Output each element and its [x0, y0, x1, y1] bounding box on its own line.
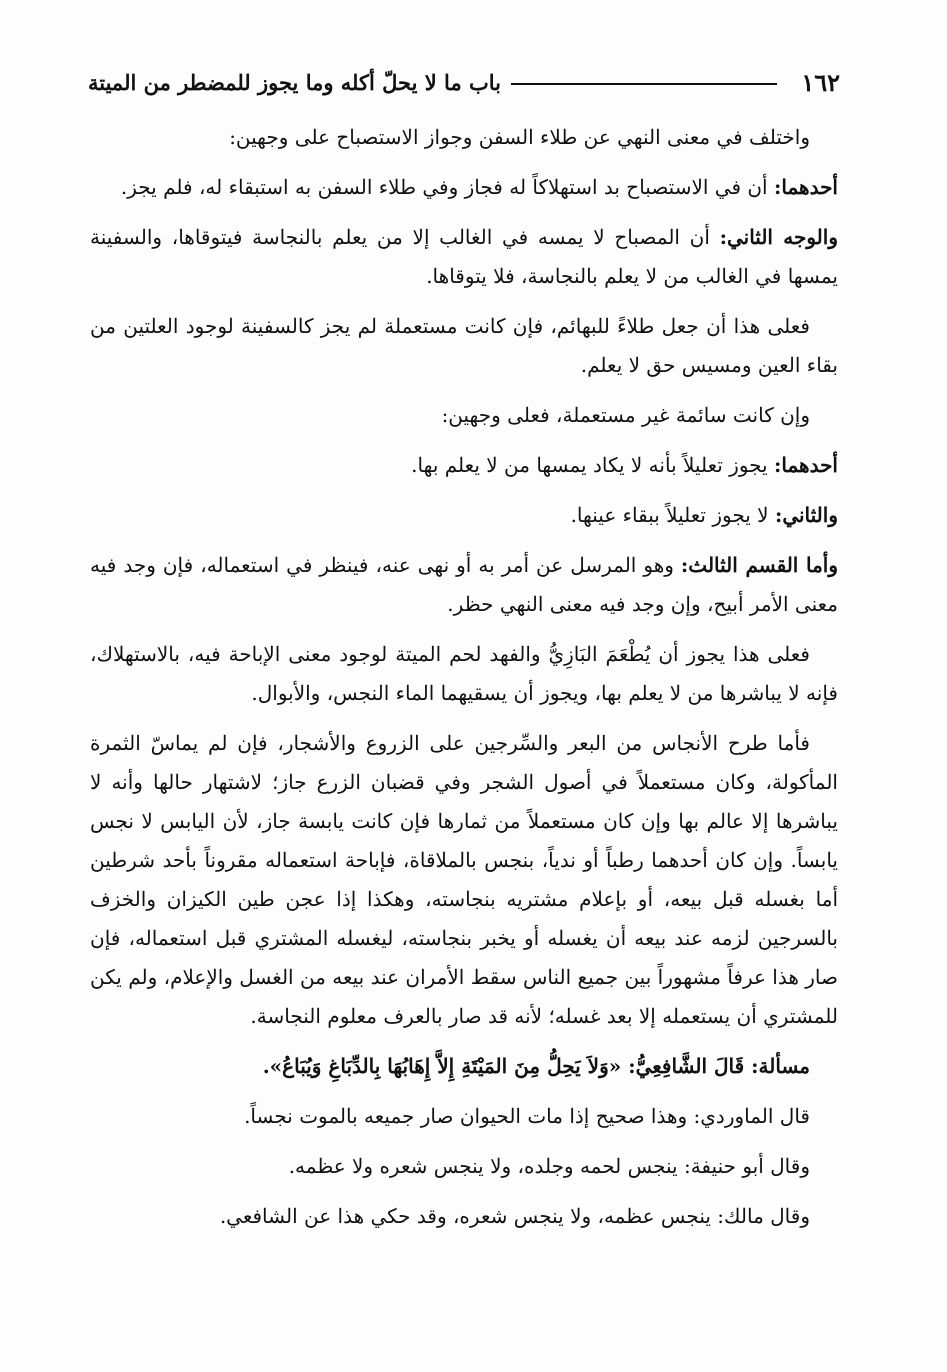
- paragraph-lead: وأما القسم الثالث:: [680, 553, 839, 577]
- paragraph-lead: أحدهما:: [773, 175, 838, 199]
- paragraph: [90, 307, 838, 385]
- paragraph-lead: والثاني:: [774, 503, 838, 527]
- paragraph: [90, 496, 838, 535]
- paragraph-lead: والوجه الثاني:: [719, 225, 838, 249]
- paragraph-text: أن المصباح لا يمسه في الغالب إلا من يعلم بالنجاسة فيتوقاها، والسفينة يمسها في الغالب من لا يعلم بالنجاسة، فلا يتوقاها.: [90, 225, 838, 288]
- paragraph-text: وهو المرسل عن أمر به أو نهى عنه، فينظر في استعماله، فإن وجد فيه معنى الأمر أبيح، وإن وجد فيه معنى النهي حظر.: [90, 553, 838, 616]
- paragraph: [90, 724, 838, 1036]
- paragraph: [90, 396, 838, 435]
- paragraph: [90, 1197, 838, 1236]
- paragraph-text: فعلى هذا يجوز أن يُطْعَمَ البَازِيُّ والفهد لحم الميتة لوجود معنى الإباحة فيه، بالاستهلاك، فإنه لا يباشرها من لا يعلم بها، ويجوز أن يسقيهما الماء النجس، والأبوال.: [90, 642, 838, 705]
- paragraph-text: واختلف في معنى النهي عن طلاء السفن وجواز الاستصباح على وجهين:: [229, 125, 810, 149]
- paragraph: [90, 1097, 838, 1136]
- paragraph-text: وقال أبو حنيفة: ينجس لحمه وجلده، ولا ينجس شعره ولا عظمه.: [288, 1154, 810, 1178]
- masala-heading: مسألة: قَالَ الشَّافِعِيُّ:: [628, 1054, 810, 1078]
- shafii-quote: «وَلاَ يَحِلُّ مِنَ المَيْتَةِ إِلاَّ إِهَابُهَا بِالدِّبَاغِ وَيُبَاعُ».: [262, 1054, 629, 1078]
- paragraph-text: قال الماوردي: وهذا صحيح إذا مات الحيوان صار جميعه بالموت نجساً.: [244, 1104, 810, 1128]
- paragraph-text: وقال مالك: ينجس عظمه، ولا ينجس شعره، وقد حكي هذا عن الشافعي.: [219, 1204, 810, 1228]
- paragraph-text: لا يجوز تعليلاً ببقاء عينها.: [570, 503, 775, 527]
- paragraph-text: وإن كانت سائمة غير مستعملة، فعلى وجهين:: [441, 403, 810, 427]
- paragraph: [90, 546, 838, 624]
- page-body: [90, 118, 838, 1247]
- paragraph: [90, 635, 838, 713]
- page-number: ١٦٢: [801, 67, 840, 97]
- paragraph-text: يجوز تعليلاً بأنه لا يكاد يمسها من لا يعلم بها.: [411, 453, 774, 477]
- page-header: [88, 62, 840, 102]
- paragraph: [90, 118, 838, 157]
- paragraph-text: أن في الاستصباح بد استهلاكاً له فجاز وفي طلاء السفن به استبقاء له، فلم يجز.: [120, 175, 774, 199]
- masala-paragraph: [90, 1047, 838, 1086]
- paragraph-lead: أحدهما:: [773, 453, 838, 477]
- paragraph: [90, 168, 838, 207]
- header-rule: [511, 83, 777, 85]
- paragraph: [90, 218, 838, 296]
- running-title: باب ما لا يحلّ أكله وما يجوز للمضطر من الميتة: [88, 69, 502, 95]
- paragraph: [90, 1147, 838, 1186]
- paragraph-text: فعلى هذا أن جعل طلاءً للبهائم، فإن كانت مستعملة لم يجز كالسفينة لوجود العلتين من بقاء العين ومسيس حق لا يعلم.: [90, 314, 838, 377]
- paragraph: [90, 446, 838, 485]
- paragraph-text: فأما طرح الأنجاس من البعر والسِّرجين على الزروع والأشجار، فإن لم يماسّ الثمرة المأكولة، وكان مستعملاً في أصول الشجر وفي قضبان الزرع جاز؛ لاشتهار حالها وأنه لا يباشرها إلا عالم بها وإن كان مستعملاً من ثمارها فإن كانت يابسة جاز، لأن اليابس لا نجس يابساً. وإن كان أحدهما رطباً أو ندياً، بنجس بالملاقاة، فإباحة استعماله مقروناً بأحد شرطين أما بغسله قبل بيعه، أو بإعلام مشتريه بنجاسته، وهكذا إذا عجن طين الكيزان والخزف بالسرجين لزمه عند بيعه أن يغسله أو يخبر بنجاسته، ليغسله المشتري قبل استعماله، فإن صار هذا عرفاً مشهوراً بين جميع الناس سقط الأمران عند بيعه من الغسل والإعلام، ولم يكن للمشتري أن يستعمله إلا بعد غسله؛ لأنه قد صار بالعرف معلوم النجاسة.: [90, 731, 838, 1028]
